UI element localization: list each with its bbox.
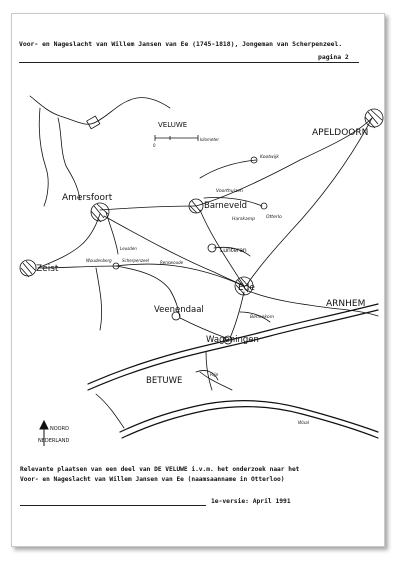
label-waal: Waal xyxy=(298,421,309,426)
label-woudenberg: Woudenberg xyxy=(86,258,112,263)
road-scherpenzeel-ede xyxy=(116,264,244,286)
coast-branch xyxy=(58,118,80,200)
label-barneveld: Barneveld xyxy=(204,201,248,211)
coastline-north xyxy=(30,96,170,124)
river-link xyxy=(96,394,124,428)
road-leusden xyxy=(106,212,118,254)
road-ede-wageningen xyxy=(230,292,244,338)
label-rijn: Rijn xyxy=(210,373,219,378)
river-waal-a xyxy=(120,401,378,432)
label-scherpenzeel: Scherpenzeel xyxy=(122,258,150,263)
page-number: pagina 2 xyxy=(318,53,349,61)
label-wageningen: Wageningen xyxy=(206,335,259,345)
coastline-west xyxy=(39,108,48,206)
road-amersfoort-barneveld xyxy=(100,206,196,210)
label-otterlo: Otterlo xyxy=(266,215,282,220)
document-title: Voor- en Nageslacht van Willem Jansen van Ee (1745-1818), Jongeman van Scherpenzeel. xyxy=(19,40,343,48)
legend-country: NEDERLAND xyxy=(38,438,70,444)
legend-north: NOORD xyxy=(50,426,69,432)
label-voorthuizen: Voorthuizen xyxy=(216,189,243,194)
caption-line-1: Relevante plaatsen van een deel van DE VELUWE i.v.m. het onderzoek naar het xyxy=(20,466,300,473)
label-harskamp: Harskamp xyxy=(232,217,255,222)
label-ede: Ede xyxy=(238,283,255,293)
label-veluwe: VELUWE xyxy=(158,121,188,129)
caption-line-2: Voor- en Nageslacht van Willem Jansen van Ee (naamsaanname in Otterloo) xyxy=(20,476,285,483)
label-scale-zero: 0 xyxy=(153,143,156,148)
label-amersfoort: Amersfoort xyxy=(62,193,113,203)
footer-rule xyxy=(20,505,206,506)
label-bennekom: Bennekom xyxy=(250,315,275,320)
label-leusden: Leusden xyxy=(120,246,137,251)
label-veenendaal: Veenendaal xyxy=(154,305,204,315)
label-zeist: Zeist xyxy=(36,264,59,274)
label-renswoude: Renswoude xyxy=(160,260,184,265)
label-lunteren: Lunteren xyxy=(220,247,247,254)
river-waal-b xyxy=(122,407,378,438)
label-apeldoorn: APELDOORN xyxy=(312,128,369,138)
label-betuwe: BETUWE xyxy=(146,376,183,386)
version-note: 1e-versie: April 1991 xyxy=(211,498,291,505)
road-west-branch xyxy=(96,268,102,330)
road-apeldoorn-ede xyxy=(246,118,372,286)
road-east-small xyxy=(200,160,256,178)
marker-box-icon xyxy=(87,116,100,129)
zeist-marker-icon xyxy=(20,260,36,276)
label-kootwijk: Kootwijk xyxy=(260,155,279,160)
label-arnhem: ARNHEM xyxy=(326,299,366,309)
label-scale-unit: kilometer xyxy=(200,137,220,142)
river-rijn-b xyxy=(88,310,378,390)
